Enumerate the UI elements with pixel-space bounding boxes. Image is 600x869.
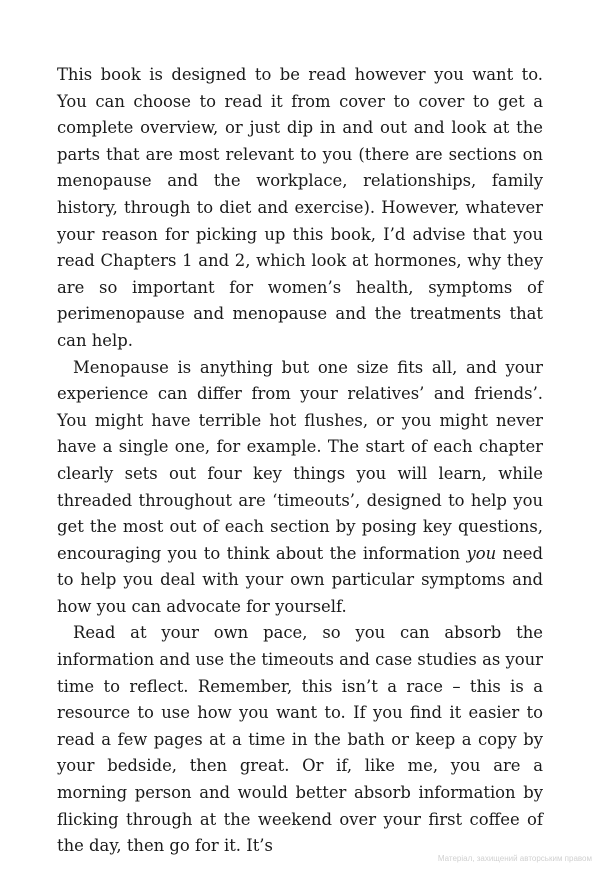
paragraph-2-emphasis: you — [466, 543, 497, 563]
paragraph-1: This book is designed to be read however you want to. You can choose to read it from cover to cover to get a complete overview, or just dip in and out and look at the parts that are most relevant to you (there are sections on menopause and the workplace, relationships, family history, through to diet and exercise). However, whatever your reason for picking up this book, I’d advise that you read Chapters 1 and 2, which look at hormones, why they are so important for women’s health, symptoms of perimenopause and menopause and the treatments that can help. — [57, 65, 543, 350]
book-page-body — [57, 62, 543, 860]
paragraph-2-after: need to help you deal with your own particular symptoms and how you can advocate for yourself. — [57, 543, 543, 616]
paragraph-2 — [57, 355, 543, 621]
paragraph-2-before: Menopause is anything but one size fits all, and your experience can differ from your relatives’ and friends’. You might have terrible hot flushes, or you might never have a single one, for example. The start of each chapter clearly sets out four key things you will learn, while threaded throughout are ‘timeouts’, designed to help you get the most out of each section by posing key questions, encouraging you to think about the information — [57, 357, 543, 563]
paragraph-3: Read at your own pace, so you can absorb the information and use the timeouts and case studies as your time to reflect. Remember, this isn’t a race – this is a resource to use how you want to. If you find it easier to read a few pages at a time in the bath or keep a copy by your bedside, then great. Or if, like me, you are a morning person and would better absorb information by flicking through at the weekend over your first coffee of the day, then go for it. It’s — [57, 623, 543, 856]
copyright-watermark: Матеріал, захищений авторським правом — [437, 854, 592, 863]
